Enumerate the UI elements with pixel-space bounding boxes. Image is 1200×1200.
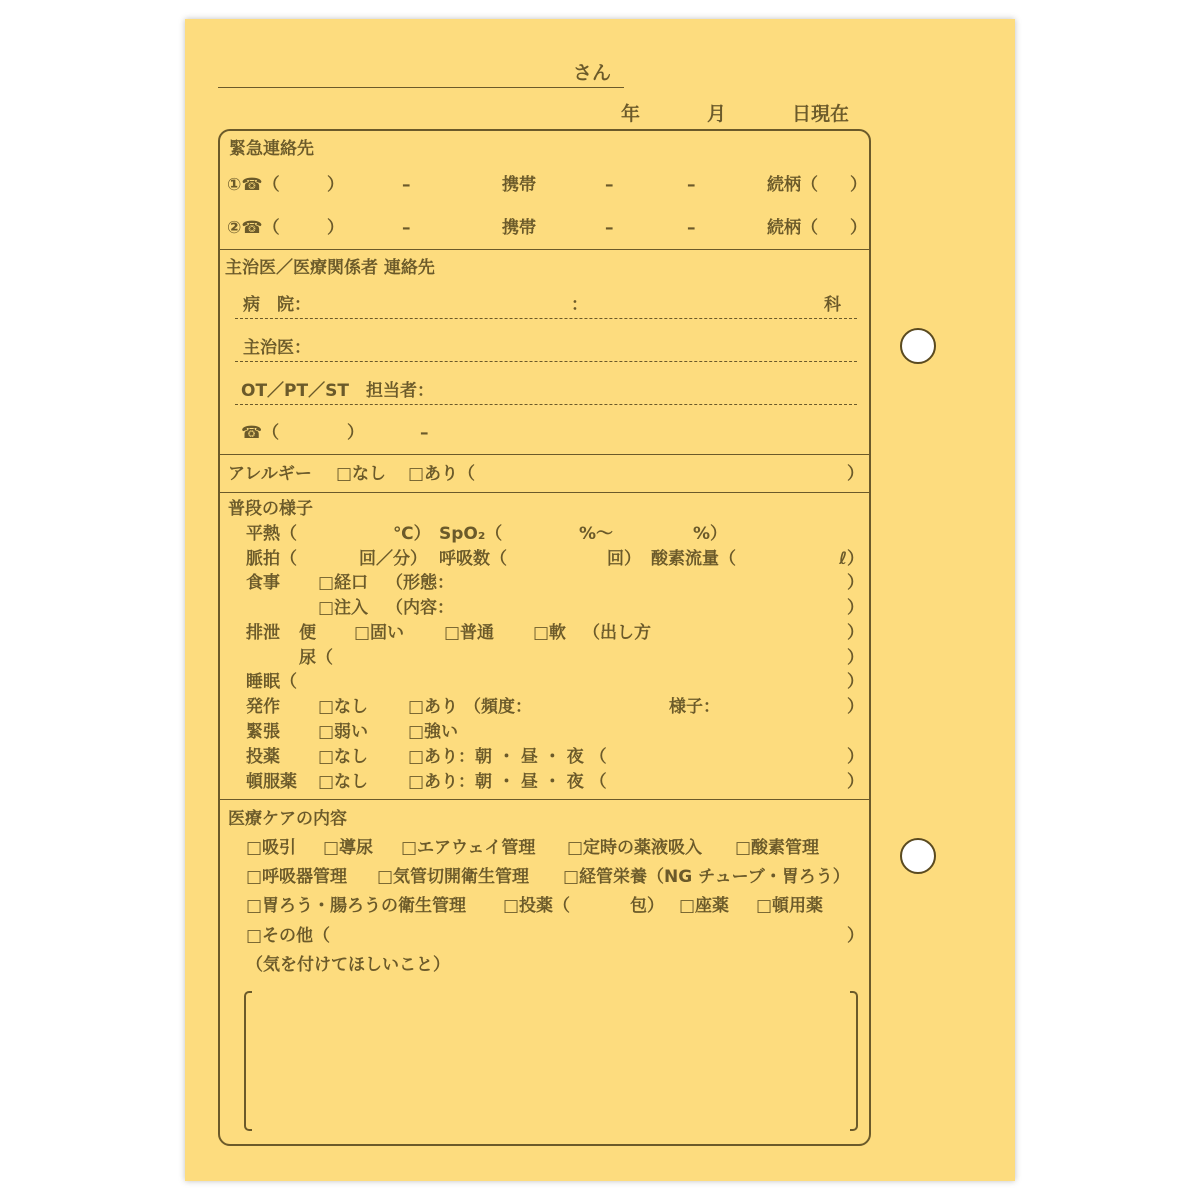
stool-close: ）: [847, 623, 864, 643]
seizure-label: 発作: [246, 697, 280, 717]
stool-label: 便: [299, 623, 316, 643]
stool-normal-checkbox[interactable]: □普通: [444, 623, 495, 643]
doctor-phone-dash: –: [420, 423, 429, 443]
meal-oral-checkbox[interactable]: □経口: [318, 573, 369, 593]
form-box: [218, 129, 871, 1146]
meal-tube-checkbox[interactable]: □注入: [318, 598, 369, 618]
care-airway-checkbox[interactable]: □エアウェイ管理: [401, 838, 536, 858]
oxygen-flow-label: 酸素流量（: [651, 549, 736, 569]
urine-close: ）: [847, 648, 864, 668]
meal-tube-close: ）: [847, 598, 864, 618]
emergency-mobile-1: 携帯: [502, 175, 536, 195]
divider-daily: [220, 799, 869, 800]
resp-label: 呼吸数（: [439, 549, 507, 569]
care-prn-checkbox[interactable]: □頓用薬: [756, 896, 824, 916]
hospital-line: [235, 318, 857, 319]
divider-doctor: [220, 454, 869, 455]
stool-hard-checkbox[interactable]: □固い: [354, 623, 405, 643]
care-suction-checkbox[interactable]: □吸引: [246, 838, 297, 858]
care-notes-label: （気を付けてほしいこと）: [246, 955, 450, 975]
prn-yes-checkbox[interactable]: □あり：朝 ・ 昼 ・ 夜 （: [408, 772, 607, 792]
notes-bracket-right: [850, 991, 858, 1131]
physician-label: 主治医：: [243, 338, 311, 358]
medication-close: ）: [847, 747, 864, 767]
year-label: 年: [621, 103, 641, 125]
divider-allergy: [220, 492, 869, 493]
emergency-phone-1: ①☎（: [227, 175, 280, 195]
seizure-none-checkbox[interactable]: □なし: [318, 697, 369, 717]
care-ventilator-checkbox[interactable]: □呼吸器管理: [246, 867, 348, 887]
tension-strong-checkbox[interactable]: □強い: [408, 722, 459, 742]
prn-label: 頓服薬: [246, 772, 297, 792]
stool-soft-checkbox[interactable]: □軟: [533, 623, 567, 643]
pulse-unit: 回／分）: [359, 549, 427, 569]
doctor-phone-label: ☎（: [241, 423, 280, 443]
oxygen-flow-unit: ℓ）: [839, 549, 865, 569]
meal-tube-content: （内容：: [386, 598, 454, 618]
emergency-relation-close-1: ）: [850, 175, 867, 195]
care-suppository-checkbox[interactable]: □座薬: [679, 896, 730, 916]
allergy-none-checkbox[interactable]: □なし: [336, 464, 387, 484]
sleep-label: 睡眠（: [246, 672, 297, 692]
resp-unit: 回）: [607, 549, 641, 569]
name-underline: [218, 87, 624, 88]
sleep-close: ）: [847, 672, 864, 692]
spo2-pct-close: %）: [693, 524, 728, 544]
divider-emergency: [220, 249, 869, 250]
name-suffix: さん: [573, 62, 612, 84]
doctor-title: 主治医／医療関係者 連絡先: [225, 258, 435, 278]
meal-oral-form: （形態：: [386, 573, 454, 593]
urine-label: 尿（: [299, 648, 333, 668]
emergency-dash-1a: –: [402, 175, 411, 195]
notes-area[interactable]: [254, 995, 844, 1127]
date-current-label: 日現在: [792, 103, 850, 125]
emergency-relation-1: 続柄（: [767, 175, 818, 195]
hospital-label: 病 院：: [243, 295, 311, 315]
emergency-relation-2: 続柄（: [767, 218, 818, 238]
tension-weak-checkbox[interactable]: □弱い: [318, 722, 369, 742]
therapist-label: OT／PT／ST 担当者：: [241, 381, 434, 401]
emergency-paren-close-1: ）: [327, 175, 344, 195]
doctor-phone-close: ）: [347, 423, 364, 443]
emergency-dash-2a: –: [402, 218, 411, 238]
excretion-label: 排泄: [246, 623, 280, 643]
emergency-dash-2b: –: [605, 218, 614, 238]
medication-label: 投薬: [246, 747, 280, 767]
physician-line: [235, 361, 857, 362]
form-sheet: [185, 19, 1015, 1181]
hospital-colon: ：: [571, 295, 588, 315]
care-medication-pack: 包）: [630, 896, 664, 916]
emergency-dash-2c: –: [687, 218, 696, 238]
notes-bracket-left: [244, 991, 252, 1131]
prn-none-checkbox[interactable]: □なし: [318, 772, 369, 792]
medication-none-checkbox[interactable]: □なし: [318, 747, 369, 767]
care-oxygen-checkbox[interactable]: □酸素管理: [735, 838, 820, 858]
meal-oral-close: ）: [847, 573, 864, 593]
allergy-yes-checkbox[interactable]: □あり（: [408, 464, 476, 484]
pulse-label: 脈拍（: [246, 549, 297, 569]
temp-unit: ℃）: [393, 524, 431, 544]
care-tracheostomy-checkbox[interactable]: □気管切開衛生管理: [377, 867, 530, 887]
seizure-close: ）: [847, 697, 864, 717]
department-label: 科: [824, 295, 841, 315]
spo2-label: SpO₂（: [439, 524, 503, 544]
seizure-yes-checkbox[interactable]: □あり: [408, 697, 459, 717]
month-label: 月: [707, 103, 727, 125]
daily-title: 普段の様子: [228, 499, 313, 519]
emergency-paren-close-2: ）: [327, 218, 344, 238]
prn-close: ）: [847, 772, 864, 792]
medication-yes-checkbox[interactable]: □あり：朝 ・ 昼 ・ 夜 （: [408, 747, 607, 767]
emergency-phone-2: ②☎（: [227, 218, 280, 238]
temp-label: 平熱（: [246, 524, 297, 544]
binder-hole-top: [900, 328, 936, 364]
stool-how-label: （出し方: [583, 623, 651, 643]
tension-label: 緊張: [246, 722, 280, 742]
spo2-pct-tilde: %～: [579, 524, 614, 544]
care-catheter-checkbox[interactable]: □導尿: [323, 838, 374, 858]
emergency-relation-close-2: ）: [850, 218, 867, 238]
care-gastrostomy-checkbox[interactable]: □胃ろう・腸ろうの衛生管理: [246, 896, 467, 916]
allergy-close: ）: [847, 464, 864, 484]
seizure-freq-label: （頻度：: [464, 697, 532, 717]
emergency-dash-1b: –: [605, 175, 614, 195]
binder-hole-bottom: [900, 838, 936, 874]
care-medication-checkbox[interactable]: □投薬（: [503, 896, 571, 916]
therapist-line: [235, 404, 857, 405]
care-nebulizer-checkbox[interactable]: □定時の薬液吸入: [567, 838, 703, 858]
care-other-close: ）: [847, 926, 864, 946]
meal-label: 食事: [246, 573, 280, 593]
emergency-dash-1c: –: [687, 175, 696, 195]
allergy-label: アレルギー: [228, 464, 312, 484]
emergency-mobile-2: 携帯: [502, 218, 536, 238]
emergency-title: 緊急連絡先: [229, 139, 314, 159]
care-other-checkbox[interactable]: □その他（: [246, 926, 331, 946]
seizure-state-label: 様子：: [669, 697, 720, 717]
care-title: 医療ケアの内容: [228, 809, 347, 829]
care-tube-feeding-checkbox[interactable]: □経管栄養（NG チューブ・胃ろう）: [563, 867, 850, 887]
